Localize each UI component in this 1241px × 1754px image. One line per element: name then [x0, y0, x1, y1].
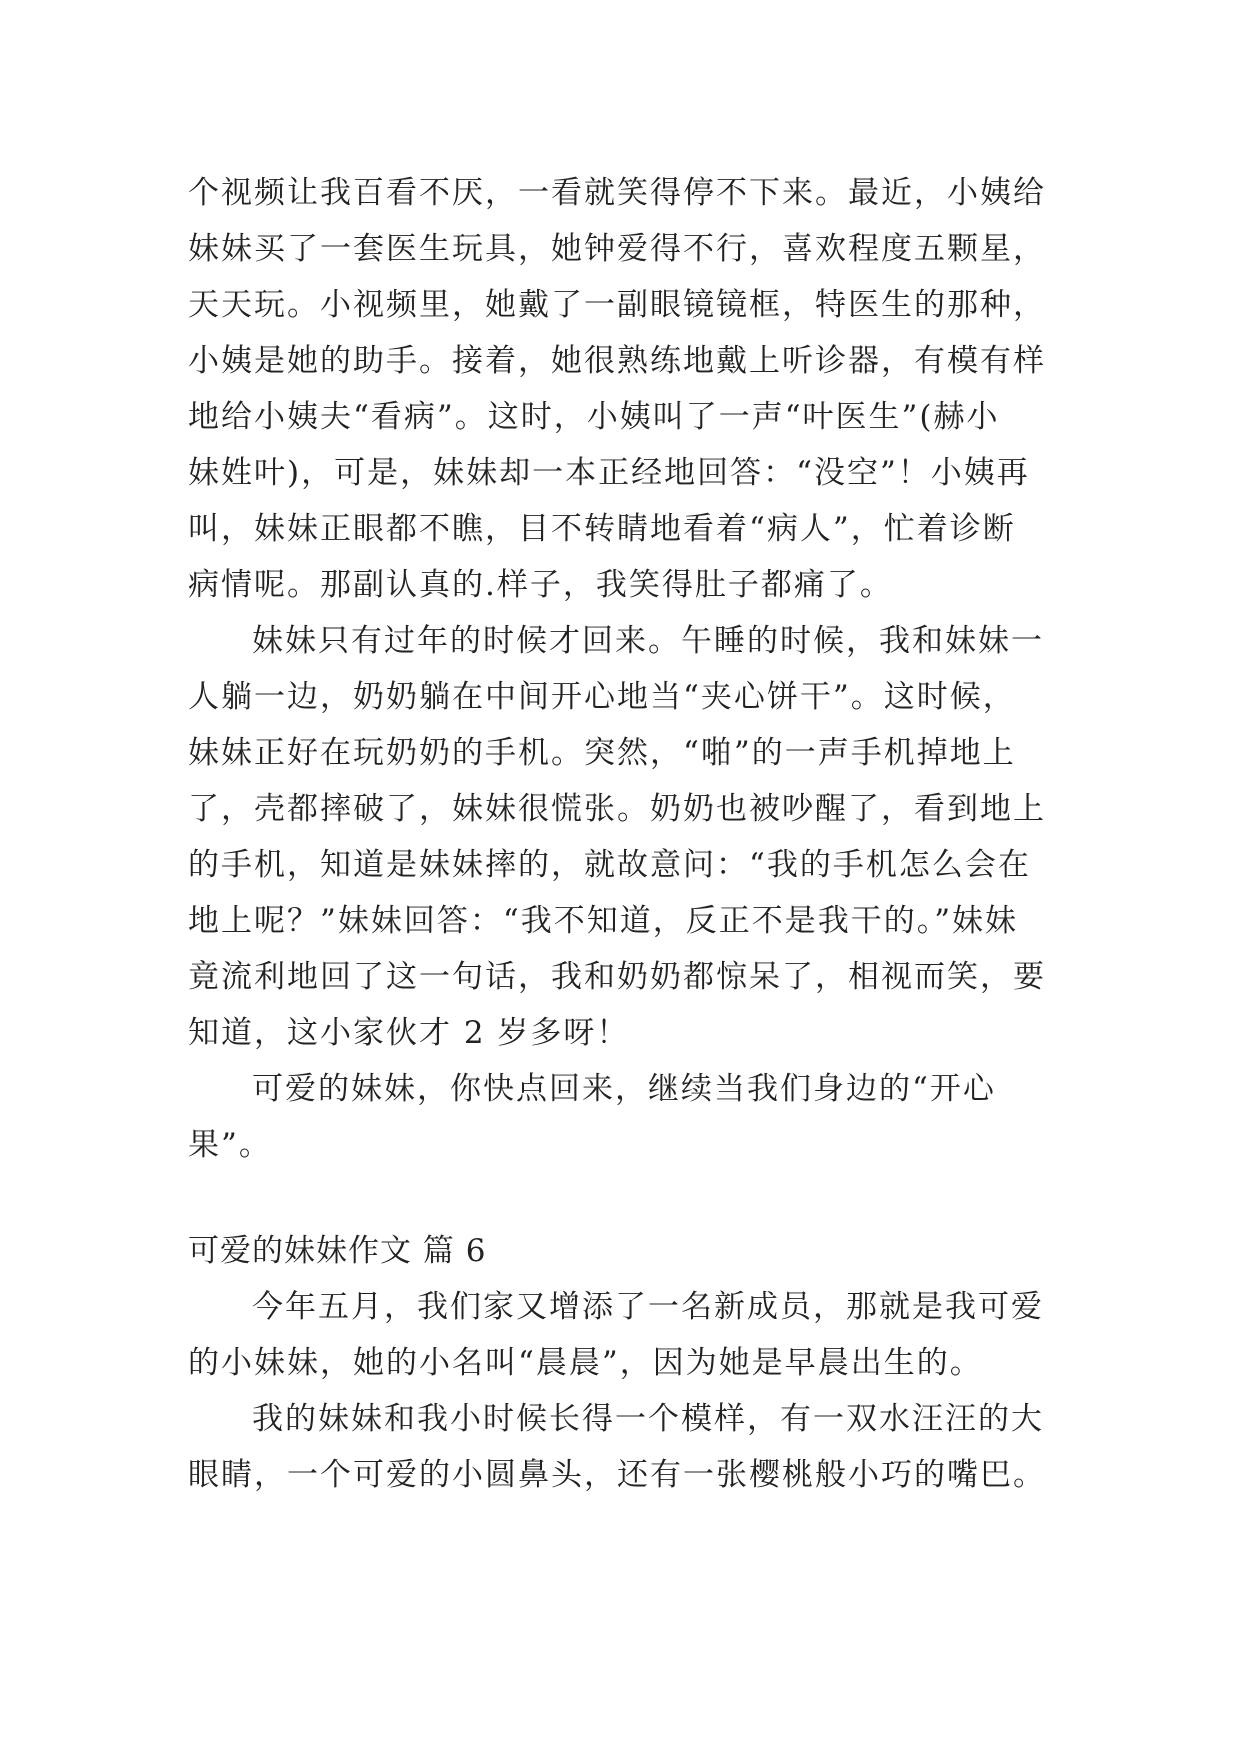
text-line: 妹姓叶)，可是，妹妹却一本正经地回答：“没空”！小姨再 [188, 455, 1030, 491]
paragraph-first-line: 可爱的妹妹，你快点回来，继续当我们身边的“开心 [252, 1071, 996, 1107]
text-line: 的小妹妹，她的小名叫“晨晨”，因为她是早晨出生的。 [188, 1345, 983, 1381]
text-line: 天天玩。小视频里，她戴了一副眼镜镜框，特医生的那种， [188, 287, 1046, 323]
text-line: 地给小姨夫“看病”。这时，小姨叫了一声“叶医生”(赫小 [188, 399, 1000, 435]
text-line: 个视频让我百看不厌，一看就笑得停不下来。最近，小姨给 [188, 175, 1046, 211]
text-line: 地上呢？”妹妹回答：“我不知道，反正不是我干的。”妹妹 [188, 903, 1019, 939]
text-line: 人躺一边，奶奶躺在中间开心地当“夹心饼干”。这时候， [188, 679, 1016, 715]
text-line: 果”。 [188, 1127, 272, 1163]
text-line: 小姨是她的助手。接着，她很熟练地戴上听诊器，有模有样 [188, 343, 1046, 379]
section-heading: 可爱的妹妹作文 篇 6 [188, 1233, 487, 1269]
paragraph-first-line: 我的妹妹和我小时候长得一个模样，有一双水汪汪的大 [252, 1401, 1044, 1437]
paragraph-first-line: 妹妹只有过年的时候才回来。午睡的时候，我和妹妹一 [252, 623, 1044, 659]
text-line: 妹妹买了一套医生玩具，她钟爱得不行，喜欢程度五颗星， [188, 231, 1046, 267]
paragraph-first-line: 今年五月，我们家又增添了一名新成员，那就是我可爱 [252, 1289, 1044, 1325]
text-line: 眼睛，一个可爱的小圆鼻头，还有一张樱桃般小巧的嘴巴。 [188, 1457, 1046, 1493]
text-line: 妹妹正好在玩奶奶的手机。突然，“啪”的一声手机掉地上 [188, 735, 1016, 771]
text-line: 了，壳都摔破了，妹妹很慌张。奶奶也被吵醒了，看到地上 [188, 791, 1046, 827]
text-line: 的手机，知道是妹妹摔的，就故意问：“我的手机怎么会在 [188, 847, 1031, 883]
text-line: 竟流利地回了这一句话，我和奶奶都惊呆了，相视而笑，要 [188, 959, 1046, 995]
text-line: 知道，这小家伙才 2 岁多呀！ [188, 1015, 630, 1051]
text-line: 病情呢。那副认真的.样子，我笑得肚子都痛了。 [188, 567, 893, 603]
text-line: 叫，妹妹正眼都不瞧，目不转睛地看着“病人”，忙着诊断 [188, 511, 1016, 547]
